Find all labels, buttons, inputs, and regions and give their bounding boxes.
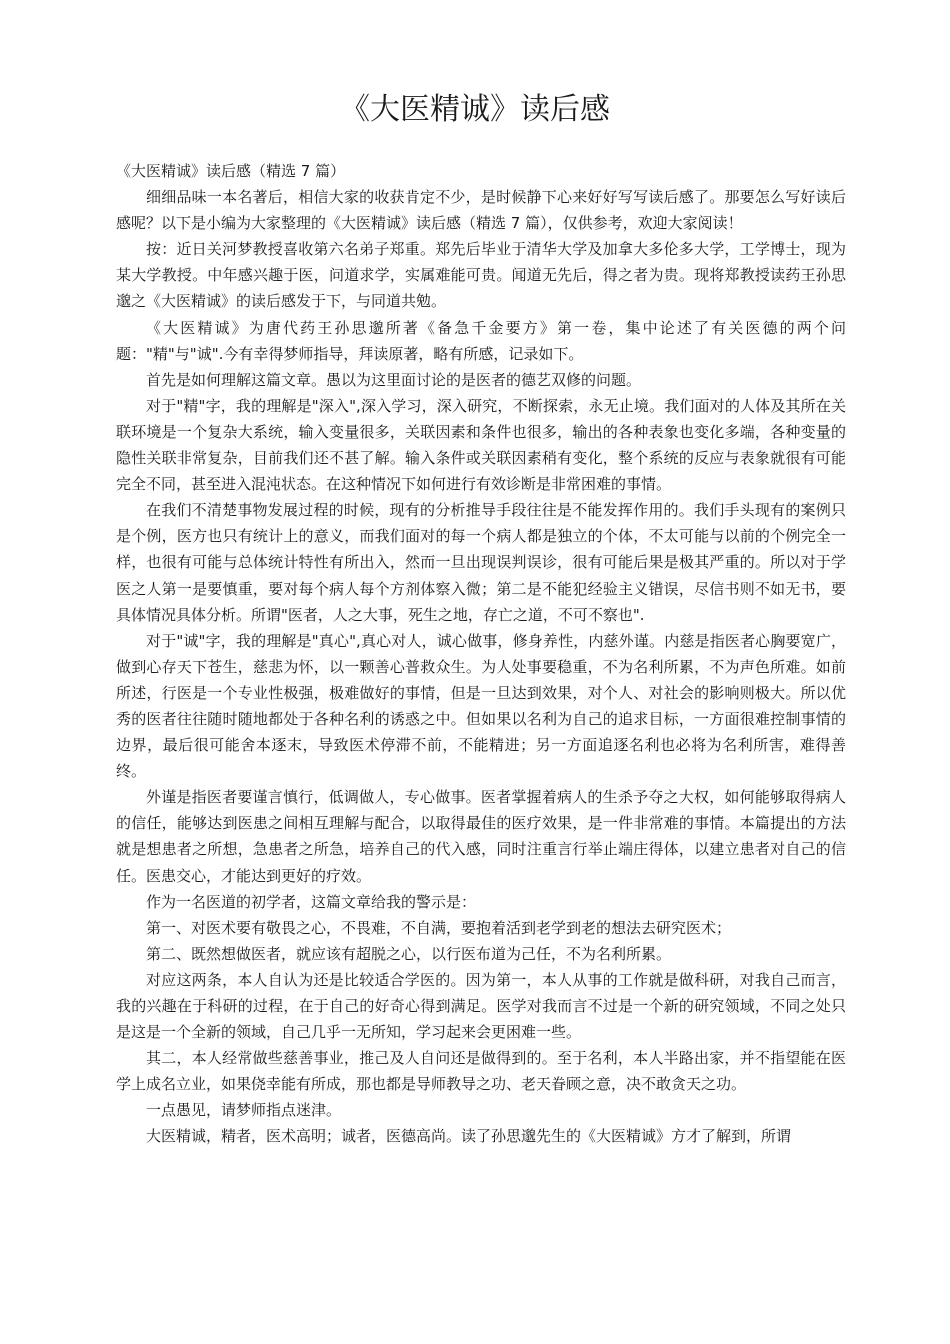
body-paragraph: 第二、既然想做医者，就应该有超脱之心，以行医布道为己任，不为名利所累。 — [146, 944, 672, 963]
body-paragraph: 细细品味一本名著后，相信大家的收获肯定不少，是时候静下心来好好写写读后感了。那要怎么写好读后感呢？以下是小编为大家整理的《大医精诚》读后感（精选 7 篇），仅供参考，欢迎大家阅读！ — [116, 188, 846, 233]
document-body — [116, 158, 846, 1150]
body-paragraph: 对于"精"字，我的理解是"深入",深入学习，深入研究，不断探索，永无止境。我们面对的人体及其所在关联环境是一个复杂大系统，输入变量很多，关联因素和条件也很多，输出的各种表象也变化多端，各种变量的隐性关联非常复杂，目前我们还不甚了解。输入条件或关联因素稍有变化，整个系统的反应与表象就很有可能完全不同，甚至进入混沌状态。在这种情况下如何进行有效诊断是非常困难的事情。 — [116, 396, 846, 494]
body-paragraph: 首先是如何理解这篇文章。愚以为这里面讨论的是医者的德艺双修的问题。 — [146, 370, 642, 389]
body-paragraph: 外谨是指医者要谨言慎行，低调做人，专心做事。医者掌握着病人的生杀予夺之大权，如何能够取得病人的信任，能够达到医患之间相互理解与配合，以取得最佳的医疗效果，是一件非常难的事情。本篇提出的方法就是想患者之所想，急患者之所急，培养自己的代入感，同时注重言行举止端庄得体，以建立患者对自己的信任。医患交心，才能达到更好的疗效。 — [116, 788, 846, 885]
body-paragraph: 其二，本人经常做些慈善事业，推己及人自问还是做得到的。至于名利，本人半路出家，并不指望能在医学上成名立业，如果侥幸能有所成，那也都是导师教导之功、老天眷顾之意，决不敢贪天之功。 — [116, 1049, 846, 1094]
document-title: 《大医精诚》读后感 — [340, 92, 610, 127]
document-subtitle: 《大医精诚》读后感（精选 7 篇） — [116, 162, 346, 180]
body-paragraph: 第一、对医术要有敬畏之心，不畏难，不自满，要抱着活到老学到老的想法去研究医术； — [146, 918, 732, 937]
body-paragraph: 在我们不清楚事物发展过程的时候，现有的分析推导手段往往是不能发挥作用的。我们手头现有的案例只是个例，医方也只有统计上的意义，而我们面对的每一个病人都是独立的个体，不太可能与以前的个例完全一样，也很有可能与总体统计特性有所出入，然而一旦出现误判误诊，很有可能后果是极其严重的。所以对于学医之人第一是要慎重，要对每个病人每个方剂体察入微；第二是不能犯经验主义错误，尽信书则不如无书，要具体情况具体分析。所谓"医者，人之大事，死生之地，存亡之道，不可不察也". — [116, 501, 846, 624]
body-paragraph: 《大医精诚》为唐代药王孙思邈所著《备急千金要方》第一卷，集中论述了有关医德的两个问题："精"与"诚".今有幸得梦师指导，拜读原著，略有所感，记录如下。 — [116, 318, 846, 363]
body-paragraph: 作为一名医道的初学者，这篇文章给我的警示是： — [146, 892, 477, 911]
body-paragraph: 大医精诚，精者，医术高明；诚者，医德高尚。读了孙思邈先生的《大医精诚》方才了解到，所谓 — [146, 1127, 792, 1146]
body-paragraph: 对应这两条，本人自认为还是比较适合学医的。因为第一，本人从事的工作就是做科研，对我自己而言，我的兴趣在于科研的过程，在于自己的好奇心得到满足。医学对我而言不过是一个新的研究领域，不同之处只是这是一个全新的领域，自己几乎一无所知，学习起来会更困难一些。 — [116, 970, 846, 1042]
body-paragraph: 按：近日关河梦教授喜收第六名弟子郑重。郑先后毕业于清华大学及加拿大多伦多大学，工学博士，现为某大学教授。中年感兴趣于医，问道求学，实属难能可贵。闻道无先后，得之者为贵。现将郑教授读药王孙思邈之《大医精诚》的读后感发于下，与同道共勉。 — [116, 240, 846, 311]
body-paragraph: 一点愚见，请梦师指点迷津。 — [146, 1101, 342, 1120]
body-paragraph: 对于"诚"字，我的理解是"真心",真心对人，诚心做事，修身养性，内慈外谨。内慈是指医者心胸要宽广，做到心存天下苍生，慈悲为怀，以一颗善心普救众生。为人处事要稳重，不为名利所累，不为声色所难。如前所述，行医是一个专业性极强，极难做好的事情，但是一旦达到效果，对个人、对社会的影响则极大。所以优秀的医者往往随时随地都处于各种名利的诱惑之中。但如果以名利为自己的追求目标，一方面很难控制事情的边界，最后很可能舍本逐末，导致医术停滞不前，不能精进；另一方面追逐名利也必将为名利所害，难得善终。 — [116, 631, 846, 781]
